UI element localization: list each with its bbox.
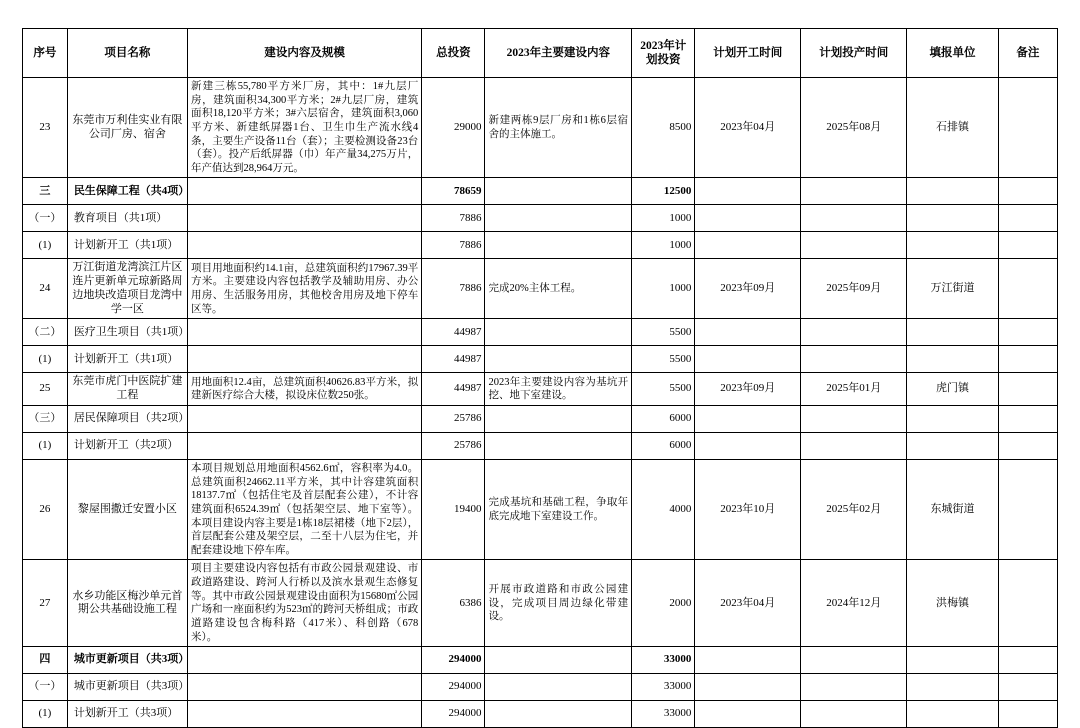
cell-total-investment: 294000 [422,647,485,674]
table-row-sub [23,346,1058,373]
cell-total-investment: 44987 [422,319,485,346]
table-row-sub [23,674,1058,701]
cell-reporting-unit [907,701,999,728]
cell-project-name: 城市更新项目（共3项） [67,674,187,701]
cell-planned-completion [801,319,907,346]
cell-reporting-unit [907,647,999,674]
cell-2023-main-content: 2023年主要建设内容为基坑开挖、地下室建设。 [485,373,632,406]
cell-reporting-unit [907,405,999,432]
cell-2023-planned-investment: 33000 [632,701,695,728]
cell-reporting-unit: 东城街道 [907,459,999,559]
column-header-project-name: 项目名称 [67,29,187,78]
cell-2023-main-content [485,346,632,373]
cell-2023-planned-investment: 6000 [632,432,695,459]
cell-reporting-unit [907,674,999,701]
cell-project-name: 城市更新项目（共3项） [67,647,187,674]
cell-total-investment: 25786 [422,432,485,459]
cell-total-investment: 25786 [422,405,485,432]
cell-content: 用地面积12.4亩，总建筑面积40626.83平方米，拟建新医疗综合大楼，拟设床位数250张。 [188,373,422,406]
column-header-seq: 序号 [23,29,68,78]
cell-remark [998,432,1057,459]
cell-2023-main-content [485,674,632,701]
column-header-2023-main-content: 2023年主要建设内容 [485,29,632,78]
cell-planned-start [695,319,801,346]
cell-planned-start [695,701,801,728]
cell-content [188,405,422,432]
table-row-sub [23,205,1058,232]
cell-remark [998,647,1057,674]
cell-planned-completion [801,346,907,373]
cell-content [188,319,422,346]
cell-seq: (1) [23,432,68,459]
column-header-total-investment: 总投资 [422,29,485,78]
cell-2023-planned-investment: 1000 [632,232,695,259]
table-row [23,560,1058,647]
cell-2023-planned-investment: 2000 [632,560,695,647]
cell-seq: (1) [23,346,68,373]
cell-project-name: 万江街道龙湾滨江片区连片更新单元琼新路周边地块改造项目龙湾中学一区 [67,259,187,319]
cell-2023-planned-investment: 6000 [632,405,695,432]
cell-reporting-unit: 虎门镇 [907,373,999,406]
cell-remark [998,319,1057,346]
cell-planned-completion: 2024年12月 [801,560,907,647]
cell-content [188,178,422,205]
cell-seq: 27 [23,560,68,647]
cell-2023-main-content: 新建两栋9层厂房和1栋6层宿舍的主体施工。 [485,78,632,178]
cell-2023-main-content [485,232,632,259]
column-header-remark: 备注 [998,29,1057,78]
table-row-sub [23,701,1058,728]
cell-reporting-unit: 石排镇 [907,78,999,178]
table-row-sub [23,405,1058,432]
cell-project-name: 东莞市万利佳实业有限公司厂房、宿舍 [67,78,187,178]
cell-2023-main-content [485,178,632,205]
cell-total-investment: 7886 [422,232,485,259]
cell-2023-main-content: 完成20%主体工程。 [485,259,632,319]
cell-remark [998,373,1057,406]
cell-2023-planned-investment: 1000 [632,205,695,232]
cell-remark [998,178,1057,205]
column-header-planned-completion: 计划投产时间 [801,29,907,78]
cell-reporting-unit [907,232,999,259]
cell-2023-main-content: 完成基坑和基础工程，争取年底完成地下室建设工作。 [485,459,632,559]
cell-content [188,674,422,701]
cell-content: 项目主要建设内容包括有市政公园景观建设、市政道路建设、跨河人行桥以及滨水景观生态修复等。其中市政公园景观建设由面积为15680㎡公园广场和一座面积约为523㎡的跨河天桥组成；市政道路建设包含梅科路（417米）、科创路（678米）。 [188,560,422,647]
cell-total-investment: 19400 [422,459,485,559]
table-body [23,78,1058,728]
cell-2023-planned-investment: 8500 [632,78,695,178]
cell-2023-main-content [485,432,632,459]
cell-reporting-unit [907,205,999,232]
cell-planned-start [695,647,801,674]
cell-planned-completion [801,232,907,259]
cell-remark [998,674,1057,701]
cell-project-name: 东莞市虎门中医院扩建工程 [67,373,187,406]
cell-2023-planned-investment: 12500 [632,178,695,205]
cell-remark [998,346,1057,373]
project-list-table [22,28,1058,728]
cell-planned-start [695,674,801,701]
cell-seq: （二） [23,319,68,346]
cell-seq: （三） [23,405,68,432]
cell-content [188,205,422,232]
cell-2023-planned-investment: 5500 [632,346,695,373]
cell-planned-completion [801,405,907,432]
cell-project-name: 计划新开工（共2项） [67,432,187,459]
cell-seq: （一） [23,205,68,232]
cell-2023-main-content [485,701,632,728]
cell-planned-start [695,205,801,232]
cell-planned-completion: 2025年01月 [801,373,907,406]
cell-total-investment: 44987 [422,346,485,373]
cell-planned-start [695,232,801,259]
column-header-content-scale: 建设内容及规模 [188,29,422,78]
cell-planned-completion: 2025年02月 [801,459,907,559]
cell-2023-planned-investment: 4000 [632,459,695,559]
cell-project-name: 计划新开工（共1项） [67,346,187,373]
table-row [23,78,1058,178]
cell-planned-start [695,432,801,459]
cell-2023-main-content: 开展市政道路和市政公园建设，完成项目周边绿化带建设。 [485,560,632,647]
cell-total-investment: 7886 [422,205,485,232]
cell-remark [998,259,1057,319]
column-header-2023-planned-investment: 2023年计划投资 [632,29,695,78]
cell-planned-start [695,405,801,432]
cell-planned-start: 2023年04月 [695,78,801,178]
cell-seq: 26 [23,459,68,559]
cell-planned-start: 2023年09月 [695,373,801,406]
cell-content: 新建三栋55,780平方米厂房，其中：1#九层厂房，建筑面积34,300平方米；2#九层厂房，建筑面积18,120平方米；3#六层宿舍，建筑面积3,060平方米、新建纸屏器1台、卫生巾生产流水线4条，主要生产设备11台（套）；主要检测设备23台（套）。投产后纸屏器（巾）年产量34,275万片，年产值达到28,964万元。 [188,78,422,178]
cell-remark [998,205,1057,232]
cell-seq: (1) [23,701,68,728]
table-row-sub [23,319,1058,346]
cell-remark [998,560,1057,647]
cell-2023-planned-investment: 5500 [632,373,695,406]
cell-seq: 23 [23,78,68,178]
cell-reporting-unit: 洪梅镇 [907,560,999,647]
cell-project-name: 计划新开工（共1项） [67,232,187,259]
cell-planned-start: 2023年09月 [695,259,801,319]
cell-project-name: 民生保障工程（共4项） [67,178,187,205]
cell-planned-completion: 2025年08月 [801,78,907,178]
table-row-group [23,647,1058,674]
cell-planned-start: 2023年10月 [695,459,801,559]
cell-total-investment: 7886 [422,259,485,319]
cell-remark [998,459,1057,559]
cell-content [188,647,422,674]
cell-planned-completion [801,178,907,205]
cell-remark [998,232,1057,259]
cell-2023-main-content [485,405,632,432]
cell-total-investment: 29000 [422,78,485,178]
table-row-sub [23,432,1058,459]
cell-total-investment: 78659 [422,178,485,205]
cell-content [188,232,422,259]
table-row [23,459,1058,559]
cell-content [188,346,422,373]
cell-2023-main-content [485,319,632,346]
cell-total-investment: 44987 [422,373,485,406]
cell-total-investment: 294000 [422,674,485,701]
table-header [23,29,1058,78]
cell-content [188,701,422,728]
table-row-group [23,178,1058,205]
cell-seq: 四 [23,647,68,674]
cell-2023-planned-investment: 1000 [632,259,695,319]
cell-2023-planned-investment: 33000 [632,674,695,701]
cell-planned-completion [801,674,907,701]
cell-planned-completion: 2025年09月 [801,259,907,319]
cell-planned-completion [801,205,907,232]
column-header-planned-start: 计划开工时间 [695,29,801,78]
cell-project-name: 医疗卫生项目（共1项） [67,319,187,346]
cell-2023-main-content [485,205,632,232]
cell-planned-start: 2023年04月 [695,560,801,647]
cell-remark [998,405,1057,432]
table-row-sub [23,232,1058,259]
cell-project-name: 教育项目（共1项） [67,205,187,232]
cell-remark [998,701,1057,728]
cell-planned-start [695,178,801,205]
cell-project-name: 居民保障项目（共2项） [67,405,187,432]
cell-2023-planned-investment: 33000 [632,647,695,674]
cell-2023-main-content [485,647,632,674]
cell-planned-completion [801,432,907,459]
table-row [23,259,1058,319]
cell-planned-completion [801,701,907,728]
cell-remark [998,78,1057,178]
cell-total-investment: 6386 [422,560,485,647]
cell-reporting-unit [907,319,999,346]
cell-seq: 25 [23,373,68,406]
cell-2023-planned-investment: 5500 [632,319,695,346]
cell-project-name: 黎屋围撒迁安置小区 [67,459,187,559]
cell-seq: 三 [23,178,68,205]
cell-seq: （一） [23,674,68,701]
cell-planned-completion [801,647,907,674]
table-header-row [23,29,1058,78]
table-row [23,373,1058,406]
cell-content: 本项目规划总用地面积4562.6㎡，容积率为4.0。总建筑面积24662.11平方米，其中计容建筑面积18137.7㎡（包括住宅及首层配套公建），不计容建筑面积6524.39㎡（包括架空层、地下室等）。本项目建设内容主要是1栋18层裙楼（地下2层），首层配套公建及架空层，二至十八层为住宅，并配套建设地下停车库。 [188,459,422,559]
cell-seq: (1) [23,232,68,259]
cell-content [188,432,422,459]
cell-seq: 24 [23,259,68,319]
cell-planned-start [695,346,801,373]
cell-total-investment: 294000 [422,701,485,728]
cell-reporting-unit [907,432,999,459]
cell-reporting-unit [907,346,999,373]
column-header-reporting-unit: 填报单位 [907,29,999,78]
cell-project-name: 水乡功能区梅沙单元首期公共基础设施工程 [67,560,187,647]
cell-project-name: 计划新开工（共3项） [67,701,187,728]
cell-reporting-unit: 万江街道 [907,259,999,319]
cell-reporting-unit [907,178,999,205]
cell-content: 项目用地面积约14.1亩，总建筑面积约17967.39平方米。主要建设内容包括教学及辅助用房、办公用房、生活服务用房，其他校舍用房及地下停车区等。 [188,259,422,319]
